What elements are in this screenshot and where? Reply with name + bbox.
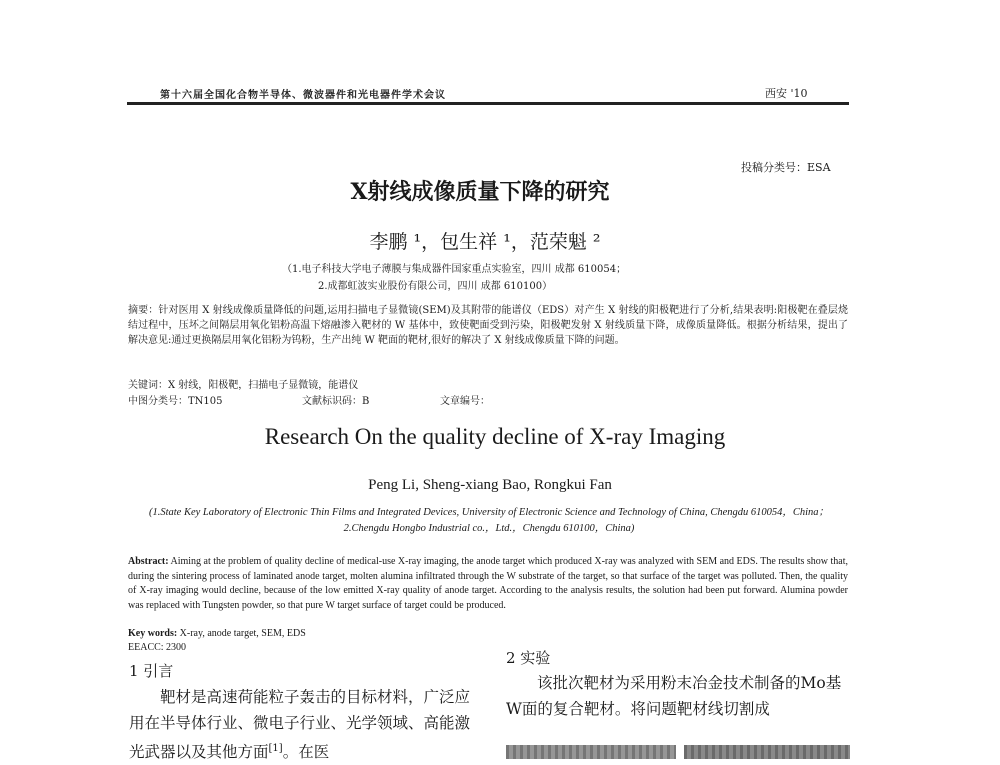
classification-number: 投稿分类号：ESA	[741, 161, 831, 174]
figure-image-right	[684, 745, 850, 759]
cn-affiliation-1: （1.电子科技大学电子薄膜与集成器件国家重点实验室，四川 成都 610054；	[282, 264, 627, 275]
section-1-heading: 1 引言	[129, 662, 174, 680]
section-2-paragraph: 该批次靶材为采用粉末冶金技术制备的Mo基W面的复合靶材。将问题靶材线切割成	[506, 674, 842, 718]
en-affiliation: (1.State Key Laboratory of Electronic Thin Films and Integrated Devices, University of Electronic Science and Technology of China, Chengdu 610054，China；2.Chengdu Hongbo Industrial co.，Ltd.，Chengdu 610100，China)	[148, 507, 830, 534]
location-year: 西安 '10	[765, 87, 808, 100]
document-code: 文献标识码：B	[302, 396, 370, 407]
en-abstract-label: Abstract:	[128, 556, 169, 567]
header-rule	[127, 102, 849, 105]
figure-image-left	[506, 745, 676, 759]
cn-keywords: 关键词：X 射线，阳极靶，扫描电子显微镜，能谱仪	[128, 380, 359, 391]
article-number: 文章编号：	[440, 396, 490, 407]
reference-marker: [1]	[268, 743, 283, 754]
section-1-text-tail: 。在医	[282, 743, 330, 762]
en-abstract-text: Aiming at the problem of quality decline of medical-use X-ray imaging, the anode target which produced X-ray was analyzed with SEM and EDS. The results show that, during the sintering process of laminated anode target, molten alumina infiltrated through the W substrate of the target, so that surface of the target was polluted. Then, the quality of X-ray imaging would decline, because of the low emitted X-ray quality of anode target. According to the analysis results, the solution had been put forward. Alumina powder was replaced with Tungsten powder, so that pure W target surface of target could be produced.	[128, 556, 848, 611]
en-eeacc: EEACC: 2300	[128, 642, 187, 653]
en-abstract	[128, 555, 848, 613]
conference-header: 第十六届全国化合物半导体、微波器件和光电器件学术会议	[160, 90, 446, 101]
cn-authors: 李鹏 ¹，包生祥 ¹，范荣魁 ²	[369, 231, 601, 253]
en-keywords	[128, 628, 306, 639]
section-2-heading: 2 实验	[506, 649, 551, 667]
section-1-paragraph	[129, 684, 479, 765]
cn-abstract: 摘要：针对医用 X 射线成像质量降低的问题,运用扫描电子显微镜(SEM)及其附带的能谱仪（EDS）对产生 X 射线的阳极靶进行了分析,结果表明:阳极靶在叠层烧结过程中，压坏之间隔层用氧化铝粉高温下熔融渗入靶材的 W 基体中，致使靶面受到污染，阳极靶发射 X 射线质量下降，成像质量降低。根据分析结果，提出了解决意见:通过更换隔层用氧化铝粉为钨粉，生产出纯 W 靶面的靶材,很好的解决了 X 射线成像质量下降的问题。	[128, 305, 848, 346]
en-title: Research On the quality decline of X-ray Imaging	[264, 424, 726, 449]
cn-title: X射线成像质量下降的研究	[350, 179, 610, 205]
cn-affiliation-2: 2.成都虹波实业股份有限公司，四川 成都 610100）	[318, 281, 553, 292]
en-keywords-text: X-ray, anode target, SEM, EDS	[177, 628, 306, 639]
section-1-text: 靶材是高速荷能粒子轰击的目标材料，广泛应用在半导体行业、微电子行业、光学领域、高能激光武器以及其他方面	[129, 688, 471, 762]
en-keywords-label: Key words:	[128, 628, 178, 639]
en-authors: Peng Li, Sheng-xiang Bao, Rongkui Fan	[368, 477, 612, 493]
clc-number: 中图分类号：TN105	[128, 396, 223, 407]
